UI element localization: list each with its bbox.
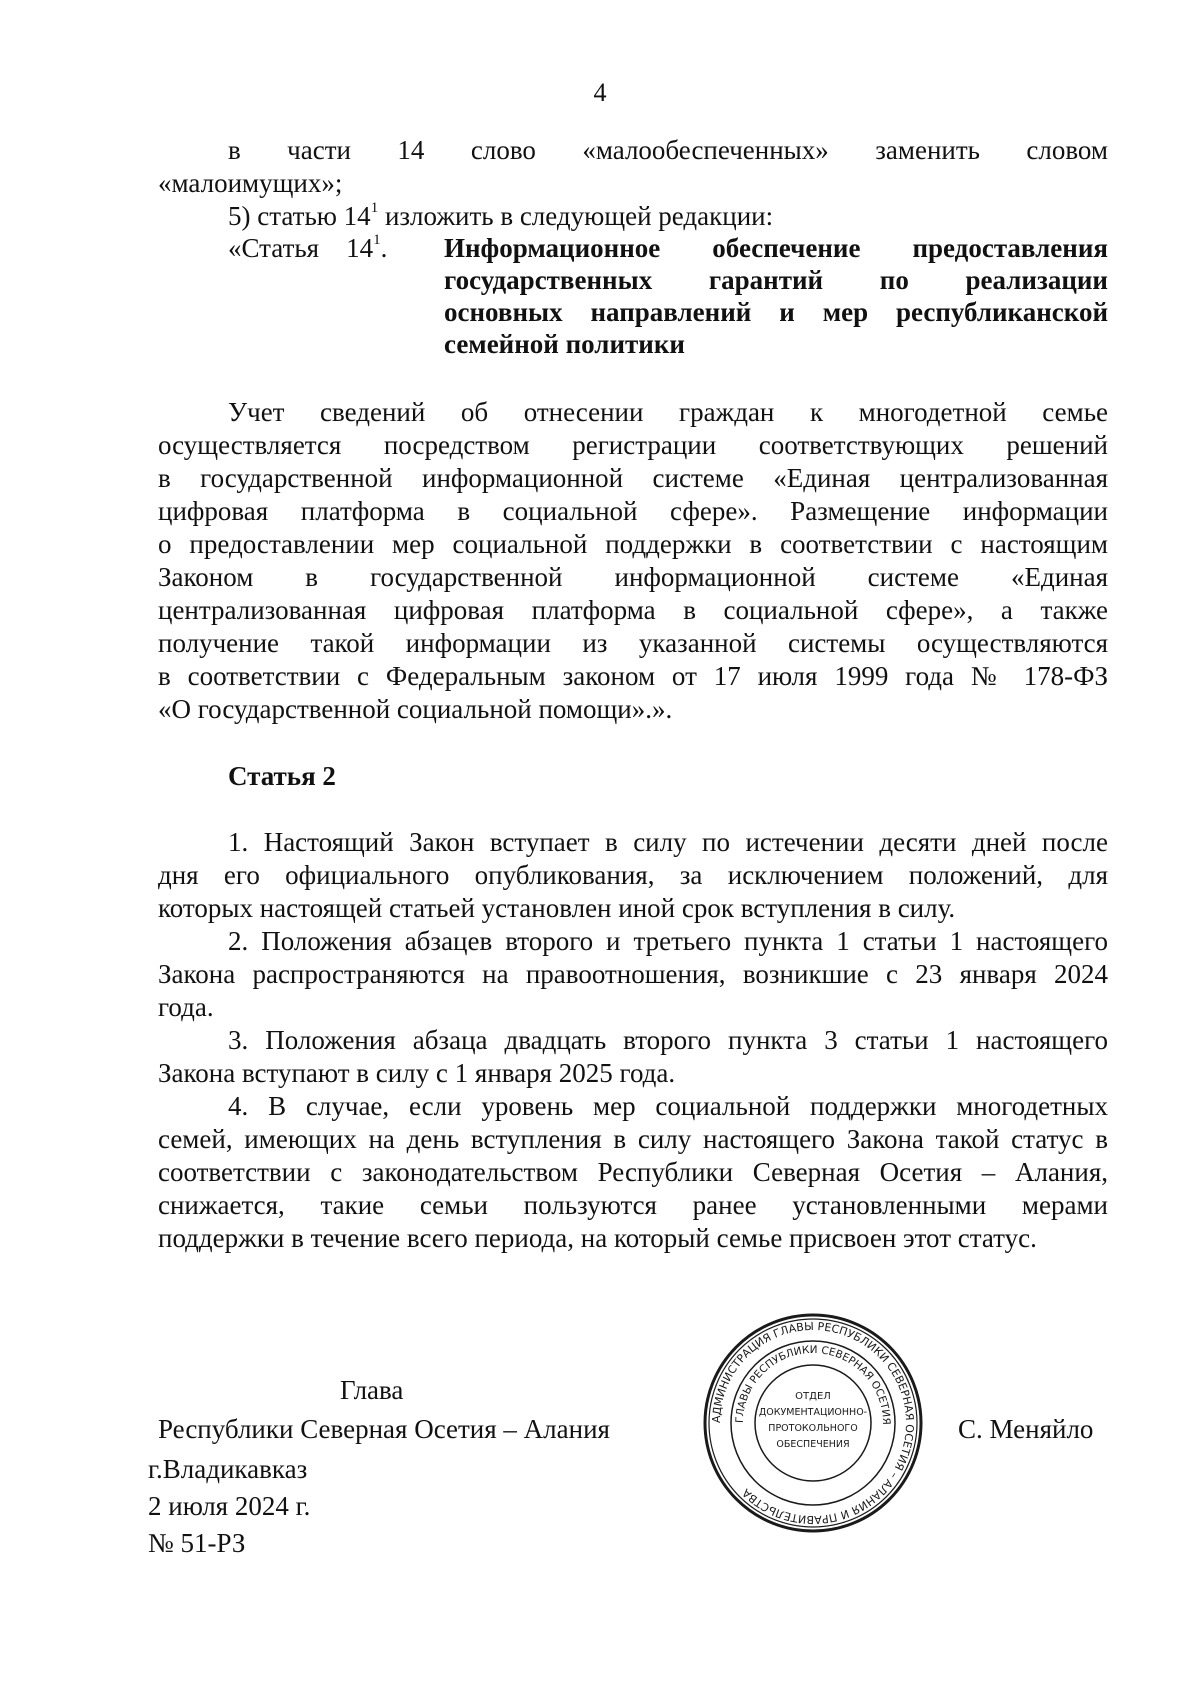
- article2-p4-line: снижается, такие семьи пользуются ранее установленными мерами: [158, 1190, 1108, 1220]
- signature-number: № 51-РЗ: [148, 1528, 246, 1558]
- article14-title-line-2: государственных гарантий по реализации: [444, 265, 1108, 295]
- article14-label: «Статья $14^1$.: [228, 232, 388, 263]
- article14-title-line-1: Информационное обеспечение предоставления: [444, 233, 1108, 263]
- article14-body-line: Законом в государственной информационной системе «Единая: [158, 562, 1108, 592]
- stamp-center-line: ОТДЕЛ: [795, 1391, 831, 1402]
- article2-p4-line: семей, имеющих на день вступления в силу настоящего Закона такой статус в: [158, 1124, 1108, 1154]
- stamp-center-line: ДОКУМЕНТАЦИОННО-: [758, 1407, 868, 1418]
- signature-region: Республики Северная Осетия – Алания: [158, 1414, 610, 1444]
- stamp-center-line: ОБЕСПЕЧЕНИЯ: [776, 1439, 850, 1450]
- signature-name: С. Меняйло: [958, 1414, 1094, 1444]
- article2-p4-line: поддержки в течение всего периода, на который семье присвоен этот статус.: [158, 1223, 1037, 1253]
- article2-p3-line: 3. Положения абзаца двадцать второго пункта 3 статьи 1 настоящего: [228, 1025, 1108, 1055]
- article2-p4-line: соответствии с законодательством Республики Северная Осетия – Алания,: [158, 1157, 1108, 1187]
- article2-p4-line: 4. В случае, если уровень мер социальной поддержки многодетных: [228, 1091, 1108, 1121]
- official-stamp: [702, 1312, 924, 1534]
- signature-city: г.Владикавказ: [148, 1454, 308, 1484]
- article2-p2-line: 2. Положения абзацев второго и третьего пункта 1 статьи 1 настоящего: [228, 926, 1108, 956]
- article14-body-line: получение такой информации из указанной системы осуществляются: [158, 628, 1108, 658]
- article14-title-line-4: семейной политики: [444, 329, 685, 359]
- article14-body-line: цифровая платформа в социальной сфере». Размещение информации: [158, 496, 1108, 526]
- article14-body-line: «О государственной социальной помощи».».: [158, 694, 673, 724]
- intro-line-2: «малоимущих»;: [158, 168, 343, 198]
- article2-p2-line: Закона распространяются на правоотношения, возникшие с 23 января 2024: [158, 959, 1108, 989]
- article2-p1-line: 1. Настоящий Закон вступает в силу по истечении десяти дней после: [228, 827, 1108, 857]
- page-number: 4: [593, 78, 607, 107]
- article2-p1-line: дня его официального опубликования, за исключением положений, для: [158, 860, 1108, 890]
- article14-body-line: о предоставлении мер социальной поддержки в соответствии с настоящим: [158, 529, 1108, 559]
- stamp-center-line: ПРОТОКОЛЬНОГО: [768, 1423, 858, 1434]
- stamp-seal-icon: [702, 1312, 924, 1534]
- article14-body-line: в соответствии с Федеральным законом от 17 июля 1999 года № 178-ФЗ: [158, 661, 1108, 691]
- stamp-inner-text: ГЛАВЫ РЕСПУБЛИКИ СЕВЕРНАЯ ОСЕТИЯ: [733, 1343, 893, 1425]
- article14-body-line: в государственной информационной системе «Единая централизованная: [158, 463, 1108, 493]
- article14-body-line: Учет сведений об отнесении граждан к многодетной семье: [228, 397, 1108, 427]
- article2-p2-line: года.: [158, 992, 214, 1022]
- article14-title-line-3: основных направлений и мер республиканской: [444, 297, 1108, 327]
- article2-p3-line: Закона вступают в силу с 1 января 2025 года.: [158, 1058, 676, 1088]
- article14-body-line: осуществляется посредством регистрации соответствующих решений: [158, 430, 1108, 460]
- article14-body-line: централизованная цифровая платформа в социальной сфере», а также: [158, 595, 1108, 625]
- article2-heading: Статья 2: [228, 761, 336, 791]
- signature-date: 2 июля 2024 г.: [148, 1491, 311, 1521]
- intro-item-5: 5) статью $14^1$ изложить в следующей редакции:: [228, 200, 774, 231]
- signature-title: Глава: [340, 1375, 404, 1405]
- article2-p1-line: которых настоящей статьей установлен иной срок вступления в силу.: [158, 893, 956, 923]
- stamp-outer-text: АДМИНИСТРАЦИЯ ГЛАВЫ РЕСПУБЛИКИ СЕВЕРНАЯ ОСЕТИЯ – АЛАНИЯ И ПРАВИТЕЛЬСТВА: [709, 1319, 917, 1527]
- intro-line-1: в части 14 слово «малообеспеченных» заменить словом: [228, 135, 1108, 165]
